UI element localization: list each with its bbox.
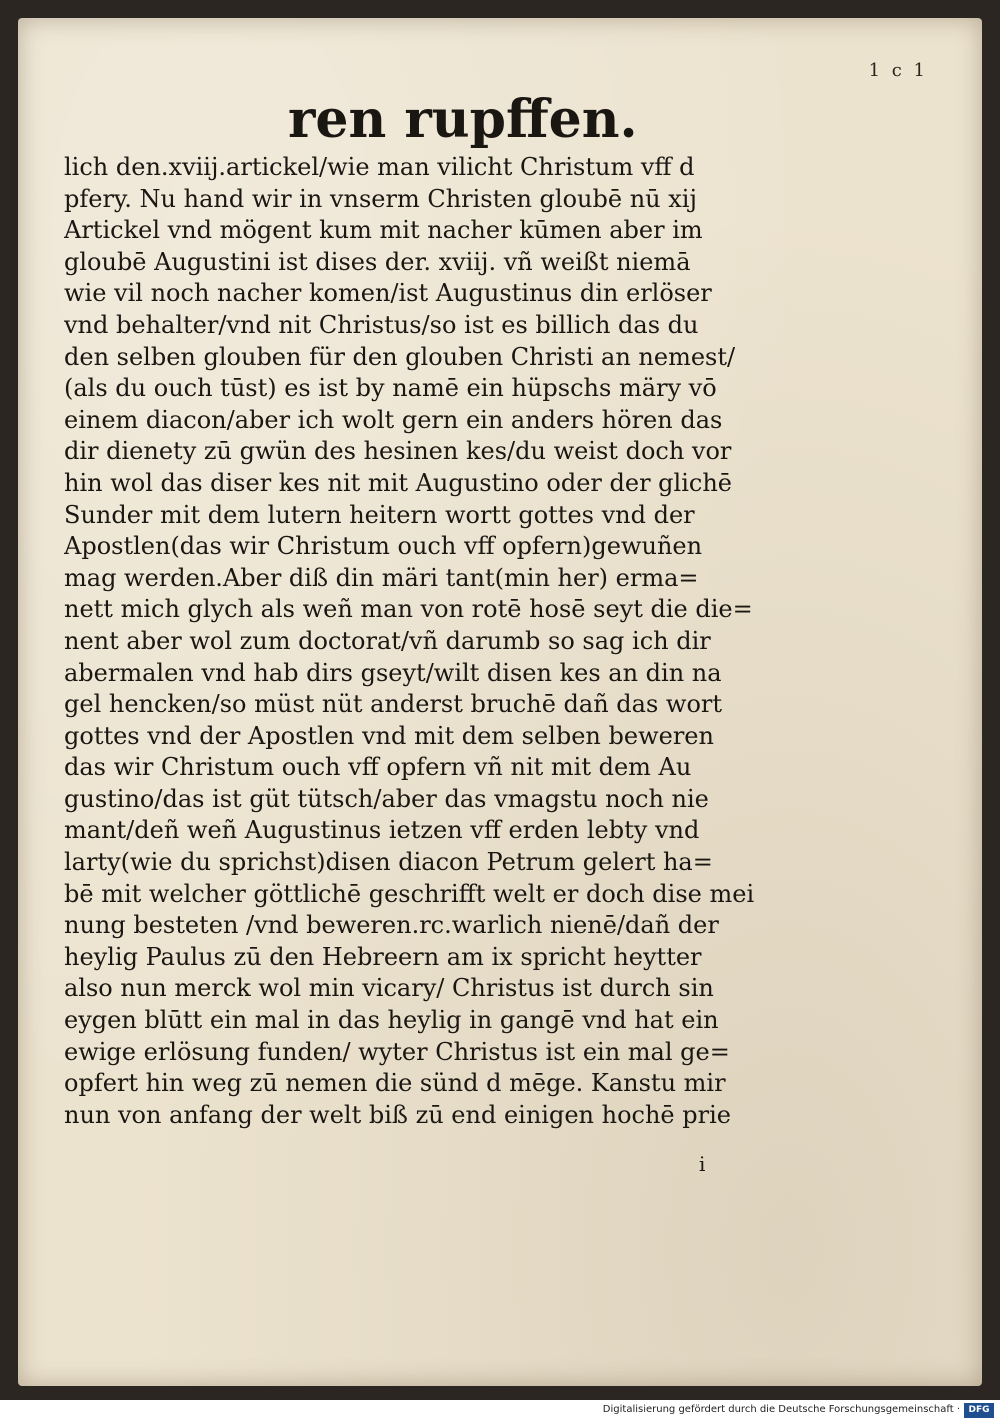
body-text [64, 152, 764, 1131]
running-head: ren rupffen. [288, 89, 638, 150]
folio-number: 1 c 1 [868, 60, 928, 81]
text-line: wie vil noch nacher komen/ist Augustinus din erlöser [64, 279, 712, 308]
text-line: nun von anfang der welt biß zū end einigen hochē prie [64, 1100, 731, 1129]
text-line: pfery. Nu hand wir in vnserm Christen gloubē nū xij [64, 184, 697, 213]
text-line: nung besteten /vnd beweren.rc.warlich nienē/dañ der [64, 911, 719, 940]
text-line: gottes vnd der Apostlen vnd mit dem selben beweren [64, 721, 714, 750]
footer-bar [0, 1400, 1000, 1422]
text-line: dir dienety zū gwün des hesinen kes/du weist doch vor [64, 437, 732, 466]
text-line: das wir Christum ouch vff opfern vñ nit mit dem Au [64, 753, 692, 782]
text-line: larty(wie du sprichst)disen diacon Petrum gelert ha= [64, 848, 713, 877]
text-line: Artickel vnd mögent kum mit nacher kūmen aber im [64, 216, 703, 245]
text-line: nett mich glych als weñ man von rotē hosē seyt die die= [64, 595, 753, 624]
text-line: bē mit welcher göttlichē geschrifft welt er doch dise mei [64, 879, 755, 908]
signature-mark: i [699, 1152, 706, 1176]
text-line: gloubē Augustini ist dises der. xviij. vñ weißt niemā [64, 247, 691, 276]
text-line: heylig Paulus zū den Hebreern am ix spricht heytter [64, 942, 702, 971]
text-line: Sunder mit dem lutern heitern wortt gottes vnd der [64, 500, 695, 529]
text-line: abermalen vnd hab dirs gseyt/wilt disen kes an din na [64, 658, 722, 687]
text-line: eygen blūtt ein mal in das heylig in gangē vnd hat ein [64, 1006, 719, 1035]
text-line: nent aber wol zum doctorat/vñ darumb so sag ich dir [64, 626, 711, 655]
text-line: ewige erlösung funden/ wyter Christus ist ein mal ge= [64, 1037, 730, 1066]
text-line: gel hencken/so müst nüt anderst bruchē dañ das wort [64, 690, 723, 719]
text-line: Apostlen(das wir Christum ouch vff opfern)gewuñen [64, 532, 703, 561]
dfg-logo-icon: DFG [964, 1403, 994, 1418]
text-line: hin wol das diser kes nit mit Augustino oder der glichē [64, 468, 732, 497]
text-line: (als du ouch tūst) es ist by namē ein hüpschs märy vō [64, 374, 717, 403]
text-line: vnd behalter/vnd nit Christus/so ist es billich das du [64, 310, 699, 339]
text-line: also nun merck wol min vicary/ Christus ist durch sin [64, 974, 714, 1003]
text-line: opfert hin weg zū nemen die sünd d mēge. Kanstu mir [64, 1069, 726, 1098]
text-line: einem diacon/aber ich wolt gern ein anders hören das [64, 405, 723, 434]
text-line: lich den.xviij.artickel/wie man vilicht Christum vff d [64, 153, 695, 181]
text-line: mant/deñ weñ Augustinus ietzen vff erden lebty vnd [64, 816, 700, 845]
text-line: mag werden.Aber diß din märi tant(min her) erma= [64, 563, 699, 592]
book-page [18, 18, 982, 1386]
text-line: den selben glouben für den glouben Christi an nemest/ [64, 342, 736, 371]
funding-credit: Digitalisierung gefördert durch die Deutsche Forschungsgemeinschaft · [602, 1404, 960, 1415]
text-line: gustino/das ist güt tütsch/aber das vmagstu noch nie [64, 784, 709, 813]
